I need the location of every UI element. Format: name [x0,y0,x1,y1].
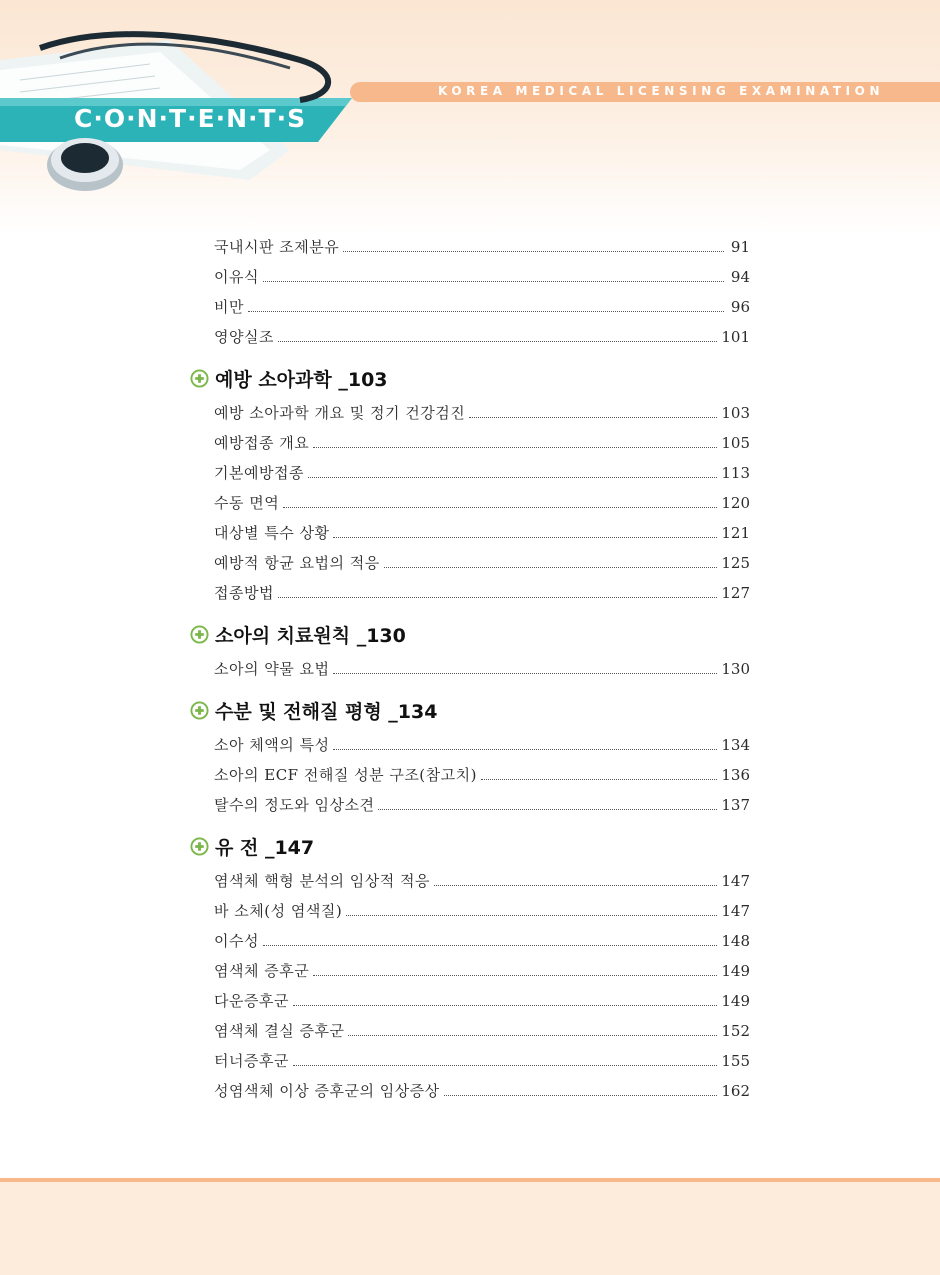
toc-entry[interactable] [190,548,750,578]
toc-entry-title: 예방접종 개요 [214,434,310,452]
dot-leader [434,884,717,886]
toc-entry-title: 접종방법 [214,584,274,602]
contents-heading: C·O·N·T·E·N·T·S [74,104,307,133]
toc-entry-title: 염색체 결실 증후군 [214,1022,345,1040]
plus-circle-icon [190,837,209,856]
toc-entry-page: 136 [721,766,750,784]
toc-entry[interactable] [190,866,750,896]
toc-entry[interactable] [190,262,750,292]
dot-leader [263,280,724,282]
toc-entry-page: 105 [721,434,750,452]
section-heading-text: 소아의 치료원칙 _130 [215,624,406,647]
toc-entry-page: 149 [721,962,750,980]
dot-leader [343,250,724,252]
toc-entry-page: 125 [721,554,750,572]
toc-entry[interactable] [190,322,750,352]
toc-entry-title: 국내시판 조제분유 [214,238,340,256]
toc-entry-title: 이수성 [214,932,259,950]
toc-entry[interactable] [190,1016,750,1046]
toc-entry-title: 소아의 ECF 전해질 성분 구조(참고치) [214,766,477,784]
toc-entry-page: 96 [730,298,750,316]
section-heading[interactable] [190,358,750,398]
toc-entry[interactable] [190,518,750,548]
toc-entry-page: 137 [721,796,750,814]
toc-entry[interactable] [190,926,750,956]
toc-entry-title: 탈수의 정도와 임상소견 [214,796,375,814]
dot-leader [469,416,717,418]
toc-entry[interactable] [190,896,750,926]
plus-circle-icon [190,369,209,388]
toc-entry-title: 소아의 약물 요법 [214,660,330,678]
toc-entry-page: 120 [721,494,750,512]
toc-entry[interactable] [190,956,750,986]
intro-entries [190,232,750,352]
toc-entry[interactable] [190,488,750,518]
toc-entry-title: 비만 [214,298,244,316]
toc-entry-page: 148 [721,932,750,950]
dot-leader [293,1064,717,1066]
dot-leader [293,1004,717,1006]
toc-entry[interactable] [190,1046,750,1076]
section-heading[interactable] [190,826,750,866]
toc-entry[interactable] [190,1076,750,1106]
toc-entry-page: 152 [721,1022,750,1040]
toc-entry-title: 기본예방접종 [214,464,304,482]
toc-entry-page: 103 [721,404,750,422]
toc-entry-page: 149 [721,992,750,1010]
dot-leader [308,476,717,478]
dot-leader [278,596,717,598]
toc-entry[interactable] [190,458,750,488]
toc-entry-page: 113 [721,464,750,482]
toc-entry-page: 155 [721,1052,750,1070]
plus-circle-icon [190,625,209,644]
dot-leader [313,446,717,448]
toc-entry-page: 162 [721,1082,750,1100]
toc-entry-page: 121 [721,524,750,542]
dot-leader [248,310,724,312]
dot-leader [378,808,717,810]
section-heading[interactable] [190,690,750,730]
toc-entry-title: 예방 소아과학 개요 및 정기 건강검진 [214,404,466,422]
toc-entry-page: 127 [721,584,750,602]
toc-entry-title: 예방적 항균 요법의 적응 [214,554,380,572]
table-of-contents [190,232,750,1106]
dot-leader [263,944,717,946]
toc-entry-title: 이유식 [214,268,259,286]
dot-leader [278,340,717,342]
toc-entry[interactable] [190,428,750,458]
dot-leader [348,1034,717,1036]
dot-leader [313,974,717,976]
toc-entry-page: 101 [721,328,750,346]
toc-entry-page: 130 [721,660,750,678]
dot-leader [333,672,717,674]
dot-leader [283,506,717,508]
toc-entry-title: 수동 면역 [214,494,280,512]
toc-entry-page: 91 [730,238,750,256]
toc-entry-title: 소아 체액의 특성 [214,736,330,754]
toc-entry-page: 147 [721,902,750,920]
toc-entry-page: 134 [721,736,750,754]
dot-leader [346,914,717,916]
toc-entry-title: 염색체 증후군 [214,962,310,980]
toc-entry[interactable] [190,654,750,684]
toc-entry[interactable] [190,760,750,790]
plus-circle-icon [190,701,209,720]
toc-entry-title: 성염색체 이상 증후군의 임상증상 [214,1082,440,1100]
toc-entry[interactable] [190,398,750,428]
toc-entry[interactable] [190,730,750,760]
dot-leader [333,748,717,750]
toc-entry[interactable] [190,790,750,820]
dot-leader [444,1094,718,1096]
section-heading-text: 유 전 _147 [215,836,315,859]
toc-entry[interactable] [190,292,750,322]
toc-entry-page: 147 [721,872,750,890]
toc-entry-title: 바 소체(성 염색질) [214,902,343,920]
toc-entry-title: 터너증후군 [214,1052,289,1070]
section-heading[interactable] [190,614,750,654]
toc-entry-page: 94 [730,268,750,286]
dot-leader [481,778,717,780]
toc-entry[interactable] [190,232,750,262]
toc-entry-title: 대상별 특수 상황 [214,524,330,542]
banner-title: KOREA MEDICAL LICENSING EXAMINATION [438,84,885,98]
dot-leader [384,566,718,568]
toc-entry-title: 다운증후군 [214,992,289,1010]
toc-entry[interactable] [190,578,750,608]
section-heading-text: 예방 소아과학 _103 [215,368,388,391]
toc-entry-title: 염색체 핵형 분석의 임상적 적응 [214,872,430,890]
toc-entry-title: 영양실조 [214,328,274,346]
footer-band [0,1182,940,1275]
dot-leader [333,536,717,538]
toc-entry[interactable] [190,986,750,1016]
section-heading-text: 수분 및 전해질 평형 _134 [215,700,438,723]
